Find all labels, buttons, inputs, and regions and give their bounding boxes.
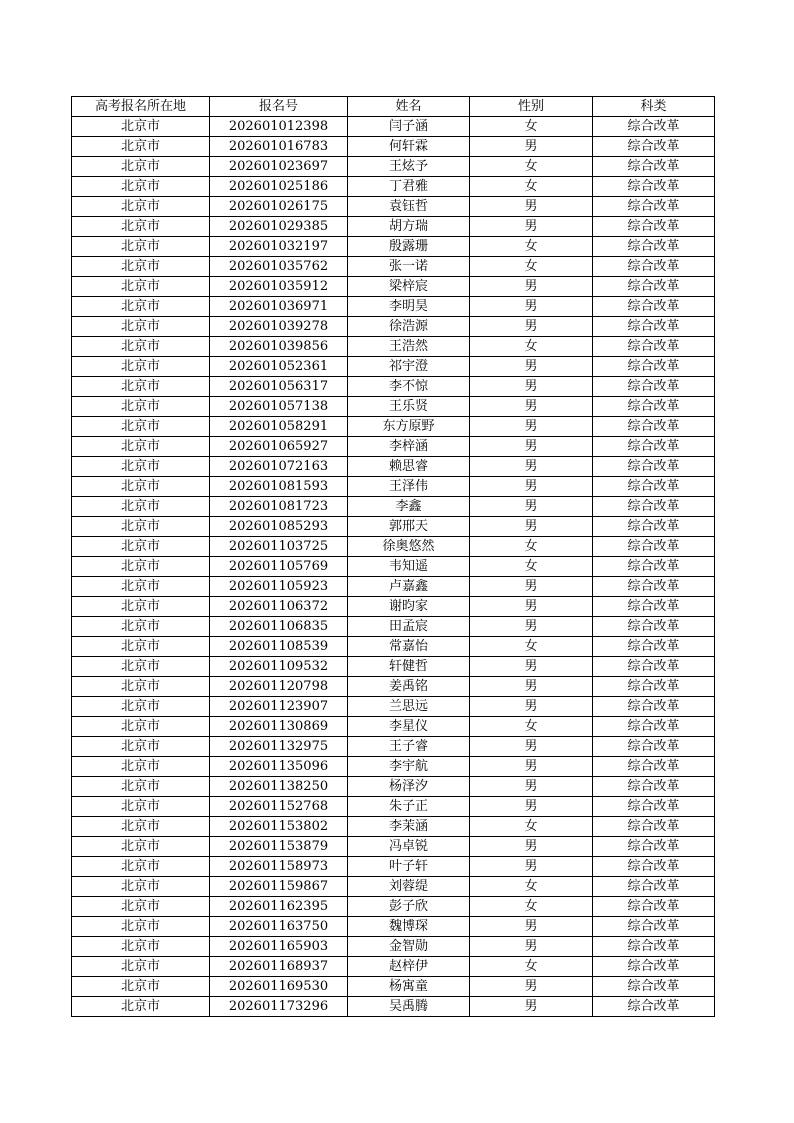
table-row <box>72 777 715 797</box>
table-row <box>72 637 715 657</box>
cell-name: 胡方瑞 <box>348 217 470 237</box>
cell-gender: 女 <box>470 897 593 917</box>
cell-region: 北京市 <box>72 417 210 437</box>
cell-region: 北京市 <box>72 737 210 757</box>
table-row <box>72 197 715 217</box>
cell-category: 综合改革 <box>593 777 715 797</box>
cell-category: 综合改革 <box>593 357 715 377</box>
cell-region: 北京市 <box>72 697 210 717</box>
cell-gender: 男 <box>470 677 593 697</box>
cell-category: 综合改革 <box>593 317 715 337</box>
cell-region: 北京市 <box>72 877 210 897</box>
cell-registration-number: 202601029385 <box>210 217 348 237</box>
cell-gender: 女 <box>470 557 593 577</box>
cell-region: 北京市 <box>72 897 210 917</box>
table-row <box>72 497 715 517</box>
cell-region: 北京市 <box>72 997 210 1017</box>
table-row <box>72 237 715 257</box>
cell-registration-number: 202601036971 <box>210 297 348 317</box>
cell-gender: 男 <box>470 857 593 877</box>
table-row <box>72 477 715 497</box>
table-row <box>72 457 715 477</box>
cell-region: 北京市 <box>72 377 210 397</box>
cell-region: 北京市 <box>72 637 210 657</box>
cell-registration-number: 202601163750 <box>210 917 348 937</box>
cell-region: 北京市 <box>72 797 210 817</box>
cell-gender: 男 <box>470 517 593 537</box>
cell-name: 殷露珊 <box>348 237 470 257</box>
cell-registration-number: 202601138250 <box>210 777 348 797</box>
cell-gender: 男 <box>470 757 593 777</box>
table-row <box>72 757 715 777</box>
table-row <box>72 677 715 697</box>
cell-gender: 女 <box>470 237 593 257</box>
cell-gender: 男 <box>470 317 593 337</box>
table-row <box>72 857 715 877</box>
cell-registration-number: 202601012398 <box>210 117 348 137</box>
cell-registration-number: 202601039856 <box>210 337 348 357</box>
table-row <box>72 717 715 737</box>
cell-gender: 女 <box>470 157 593 177</box>
cell-region: 北京市 <box>72 517 210 537</box>
cell-category: 综合改革 <box>593 197 715 217</box>
cell-name: 李星仪 <box>348 717 470 737</box>
cell-registration-number: 202601120798 <box>210 677 348 697</box>
cell-region: 北京市 <box>72 237 210 257</box>
cell-name: 卢嘉鑫 <box>348 577 470 597</box>
cell-registration-number: 202601025186 <box>210 177 348 197</box>
header-region: 高考报名所在地 <box>72 97 210 117</box>
cell-gender: 男 <box>470 277 593 297</box>
cell-category: 综合改革 <box>593 397 715 417</box>
cell-region: 北京市 <box>72 257 210 277</box>
table-row <box>72 397 715 417</box>
cell-region: 北京市 <box>72 617 210 637</box>
cell-category: 综合改革 <box>593 437 715 457</box>
cell-region: 北京市 <box>72 497 210 517</box>
cell-gender: 男 <box>470 137 593 157</box>
cell-registration-number: 202601153802 <box>210 817 348 837</box>
cell-gender: 男 <box>470 977 593 997</box>
cell-name: 冯卓锐 <box>348 837 470 857</box>
cell-category: 综合改革 <box>593 737 715 757</box>
cell-registration-number: 202601106372 <box>210 597 348 617</box>
cell-name: 叶子轩 <box>348 857 470 877</box>
cell-gender: 男 <box>470 497 593 517</box>
cell-gender: 男 <box>470 937 593 957</box>
cell-registration-number: 202601165903 <box>210 937 348 957</box>
cell-registration-number: 202601162395 <box>210 897 348 917</box>
cell-gender: 男 <box>470 217 593 237</box>
table-row <box>72 257 715 277</box>
cell-region: 北京市 <box>72 297 210 317</box>
cell-category: 综合改革 <box>593 117 715 137</box>
table-row <box>72 377 715 397</box>
table-row <box>72 597 715 617</box>
cell-region: 北京市 <box>72 857 210 877</box>
cell-gender: 女 <box>470 877 593 897</box>
cell-name: 王乐贤 <box>348 397 470 417</box>
cell-category: 综合改革 <box>593 857 715 877</box>
cell-name: 王炫予 <box>348 157 470 177</box>
cell-region: 北京市 <box>72 437 210 457</box>
cell-region: 北京市 <box>72 817 210 837</box>
cell-name: 吴禹腾 <box>348 997 470 1017</box>
cell-region: 北京市 <box>72 117 210 137</box>
cell-name: 谢昀家 <box>348 597 470 617</box>
cell-name: 田孟宸 <box>348 617 470 637</box>
cell-registration-number: 202601056317 <box>210 377 348 397</box>
table-row <box>72 937 715 957</box>
cell-gender: 男 <box>470 297 593 317</box>
table-row <box>72 357 715 377</box>
cell-registration-number: 202601032197 <box>210 237 348 257</box>
table-row <box>72 157 715 177</box>
cell-registration-number: 202601123907 <box>210 697 348 717</box>
cell-gender: 男 <box>470 477 593 497</box>
table-row <box>72 977 715 997</box>
cell-registration-number: 202601058291 <box>210 417 348 437</box>
cell-name: 王泽伟 <box>348 477 470 497</box>
cell-category: 综合改革 <box>593 337 715 357</box>
cell-region: 北京市 <box>72 757 210 777</box>
table-row <box>72 117 715 137</box>
cell-gender: 男 <box>470 577 593 597</box>
cell-region: 北京市 <box>72 577 210 597</box>
table-row <box>72 337 715 357</box>
cell-name: 刘蓉缇 <box>348 877 470 897</box>
table-row <box>72 917 715 937</box>
cell-gender: 男 <box>470 657 593 677</box>
cell-name: 李明昊 <box>348 297 470 317</box>
cell-registration-number: 202601035912 <box>210 277 348 297</box>
cell-registration-number: 202601132975 <box>210 737 348 757</box>
admission-roster-table <box>71 96 715 1017</box>
cell-category: 综合改革 <box>593 757 715 777</box>
cell-category: 综合改革 <box>593 477 715 497</box>
cell-category: 综合改革 <box>593 217 715 237</box>
header-gender: 性别 <box>470 97 593 117</box>
cell-registration-number: 202601081593 <box>210 477 348 497</box>
table-row <box>72 217 715 237</box>
cell-category: 综合改革 <box>593 897 715 917</box>
table-row <box>72 537 715 557</box>
cell-registration-number: 202601130869 <box>210 717 348 737</box>
cell-registration-number: 202601035762 <box>210 257 348 277</box>
cell-category: 综合改革 <box>593 417 715 437</box>
cell-registration-number: 202601168937 <box>210 957 348 977</box>
cell-registration-number: 202601026175 <box>210 197 348 217</box>
cell-category: 综合改革 <box>593 577 715 597</box>
table-row <box>72 317 715 337</box>
cell-name: 李鑫 <box>348 497 470 517</box>
cell-region: 北京市 <box>72 277 210 297</box>
header-registration-number: 报名号 <box>210 97 348 117</box>
cell-gender: 男 <box>470 837 593 857</box>
cell-registration-number: 202601153879 <box>210 837 348 857</box>
cell-name: 朱子正 <box>348 797 470 817</box>
cell-name: 李宇航 <box>348 757 470 777</box>
cell-gender: 女 <box>470 957 593 977</box>
cell-gender: 男 <box>470 997 593 1017</box>
cell-name: 郭邢天 <box>348 517 470 537</box>
cell-name: 魏博琛 <box>348 917 470 937</box>
cell-gender: 男 <box>470 777 593 797</box>
cell-gender: 女 <box>470 717 593 737</box>
table-row <box>72 737 715 757</box>
cell-category: 综合改革 <box>593 377 715 397</box>
cell-name: 徐浩源 <box>348 317 470 337</box>
table-row <box>72 797 715 817</box>
cell-name: 袁钰哲 <box>348 197 470 217</box>
table-row <box>72 177 715 197</box>
cell-region: 北京市 <box>72 177 210 197</box>
cell-gender: 男 <box>470 737 593 757</box>
cell-gender: 男 <box>470 597 593 617</box>
cell-category: 综合改革 <box>593 457 715 477</box>
cell-region: 北京市 <box>72 217 210 237</box>
cell-name: 杨泽汐 <box>348 777 470 797</box>
cell-registration-number: 202601105769 <box>210 557 348 577</box>
cell-name: 常嘉怡 <box>348 637 470 657</box>
table-row <box>72 837 715 857</box>
cell-region: 北京市 <box>72 557 210 577</box>
cell-name: 姜禹铭 <box>348 677 470 697</box>
cell-region: 北京市 <box>72 157 210 177</box>
cell-region: 北京市 <box>72 977 210 997</box>
cell-name: 杨寓童 <box>348 977 470 997</box>
cell-category: 综合改革 <box>593 837 715 857</box>
cell-region: 北京市 <box>72 957 210 977</box>
cell-registration-number: 202601052361 <box>210 357 348 377</box>
table-row <box>72 657 715 677</box>
cell-gender: 男 <box>470 397 593 417</box>
cell-region: 北京市 <box>72 657 210 677</box>
cell-registration-number: 202601085293 <box>210 517 348 537</box>
table-row <box>72 897 715 917</box>
cell-registration-number: 202601081723 <box>210 497 348 517</box>
cell-category: 综合改革 <box>593 797 715 817</box>
cell-registration-number: 202601135096 <box>210 757 348 777</box>
cell-name: 李梓涵 <box>348 437 470 457</box>
cell-name: 兰思远 <box>348 697 470 717</box>
cell-name: 东方原野 <box>348 417 470 437</box>
table-row <box>72 957 715 977</box>
cell-gender: 男 <box>470 197 593 217</box>
cell-registration-number: 202601039278 <box>210 317 348 337</box>
cell-registration-number: 202601159867 <box>210 877 348 897</box>
cell-category: 综合改革 <box>593 617 715 637</box>
cell-gender: 女 <box>470 817 593 837</box>
cell-name: 赵梓伊 <box>348 957 470 977</box>
cell-name: 王浩然 <box>348 337 470 357</box>
cell-region: 北京市 <box>72 777 210 797</box>
table-row <box>72 817 715 837</box>
cell-category: 综合改革 <box>593 877 715 897</box>
cell-name: 王子睿 <box>348 737 470 757</box>
header-category: 科类 <box>593 97 715 117</box>
cell-registration-number: 202601065927 <box>210 437 348 457</box>
cell-category: 综合改革 <box>593 677 715 697</box>
table-row <box>72 617 715 637</box>
cell-name: 韦知遥 <box>348 557 470 577</box>
cell-registration-number: 202601158973 <box>210 857 348 877</box>
cell-category: 综合改革 <box>593 157 715 177</box>
cell-category: 综合改革 <box>593 177 715 197</box>
table-row <box>72 437 715 457</box>
cell-region: 北京市 <box>72 397 210 417</box>
cell-category: 综合改革 <box>593 637 715 657</box>
cell-gender: 男 <box>470 437 593 457</box>
table-row <box>72 517 715 537</box>
header-name: 姓名 <box>348 97 470 117</box>
cell-category: 综合改革 <box>593 277 715 297</box>
cell-name: 闫子涵 <box>348 117 470 137</box>
cell-gender: 女 <box>470 537 593 557</box>
cell-name: 李不惊 <box>348 377 470 397</box>
table-row <box>72 697 715 717</box>
cell-category: 综合改革 <box>593 257 715 277</box>
cell-category: 综合改革 <box>593 537 715 557</box>
table-row <box>72 997 715 1017</box>
cell-category: 综合改革 <box>593 917 715 937</box>
cell-region: 北京市 <box>72 937 210 957</box>
cell-registration-number: 202601109532 <box>210 657 348 677</box>
cell-region: 北京市 <box>72 317 210 337</box>
cell-registration-number: 202601152768 <box>210 797 348 817</box>
cell-region: 北京市 <box>72 597 210 617</box>
cell-registration-number: 202601072163 <box>210 457 348 477</box>
cell-gender: 男 <box>470 417 593 437</box>
cell-name: 徐奥悠然 <box>348 537 470 557</box>
table-row <box>72 137 715 157</box>
table-row <box>72 417 715 437</box>
cell-name: 张一诺 <box>348 257 470 277</box>
cell-region: 北京市 <box>72 837 210 857</box>
cell-name: 丁君雅 <box>348 177 470 197</box>
cell-registration-number: 202601105923 <box>210 577 348 597</box>
cell-category: 综合改革 <box>593 817 715 837</box>
cell-gender: 女 <box>470 257 593 277</box>
cell-gender: 女 <box>470 177 593 197</box>
cell-registration-number: 202601173296 <box>210 997 348 1017</box>
cell-region: 北京市 <box>72 917 210 937</box>
cell-name: 何轩霖 <box>348 137 470 157</box>
cell-region: 北京市 <box>72 457 210 477</box>
cell-registration-number: 202601057138 <box>210 397 348 417</box>
cell-name: 彭子欣 <box>348 897 470 917</box>
cell-name: 金智勋 <box>348 937 470 957</box>
table-row <box>72 297 715 317</box>
cell-gender: 男 <box>470 797 593 817</box>
table-row <box>72 577 715 597</box>
cell-region: 北京市 <box>72 337 210 357</box>
cell-name: 李茉涵 <box>348 817 470 837</box>
cell-category: 综合改革 <box>593 497 715 517</box>
cell-registration-number: 202601016783 <box>210 137 348 157</box>
cell-region: 北京市 <box>72 537 210 557</box>
cell-category: 综合改革 <box>593 237 715 257</box>
cell-gender: 男 <box>470 617 593 637</box>
table-row <box>72 277 715 297</box>
cell-category: 综合改革 <box>593 697 715 717</box>
cell-name: 梁梓宸 <box>348 277 470 297</box>
cell-name: 轩健哲 <box>348 657 470 677</box>
cell-category: 综合改革 <box>593 517 715 537</box>
cell-category: 综合改革 <box>593 597 715 617</box>
cell-registration-number: 202601169530 <box>210 977 348 997</box>
cell-category: 综合改革 <box>593 297 715 317</box>
cell-gender: 男 <box>470 697 593 717</box>
cell-category: 综合改革 <box>593 977 715 997</box>
table-row <box>72 877 715 897</box>
table-row <box>72 557 715 577</box>
cell-region: 北京市 <box>72 137 210 157</box>
cell-name: 祁宇澄 <box>348 357 470 377</box>
cell-name: 赖思睿 <box>348 457 470 477</box>
cell-gender: 男 <box>470 457 593 477</box>
cell-region: 北京市 <box>72 717 210 737</box>
cell-region: 北京市 <box>72 197 210 217</box>
cell-gender: 男 <box>470 917 593 937</box>
cell-region: 北京市 <box>72 357 210 377</box>
cell-region: 北京市 <box>72 477 210 497</box>
cell-category: 综合改革 <box>593 657 715 677</box>
cell-gender: 男 <box>470 377 593 397</box>
cell-category: 综合改革 <box>593 997 715 1017</box>
cell-registration-number: 202601108539 <box>210 637 348 657</box>
cell-gender: 女 <box>470 337 593 357</box>
cell-category: 综合改革 <box>593 937 715 957</box>
header-row <box>72 97 715 117</box>
cell-registration-number: 202601023697 <box>210 157 348 177</box>
cell-category: 综合改革 <box>593 557 715 577</box>
cell-gender: 女 <box>470 637 593 657</box>
cell-category: 综合改革 <box>593 717 715 737</box>
cell-region: 北京市 <box>72 677 210 697</box>
cell-gender: 男 <box>470 357 593 377</box>
cell-gender: 女 <box>470 117 593 137</box>
cell-registration-number: 202601103725 <box>210 537 348 557</box>
cell-category: 综合改革 <box>593 137 715 157</box>
cell-category: 综合改革 <box>593 957 715 977</box>
table-body <box>72 117 715 1017</box>
cell-registration-number: 202601106835 <box>210 617 348 637</box>
